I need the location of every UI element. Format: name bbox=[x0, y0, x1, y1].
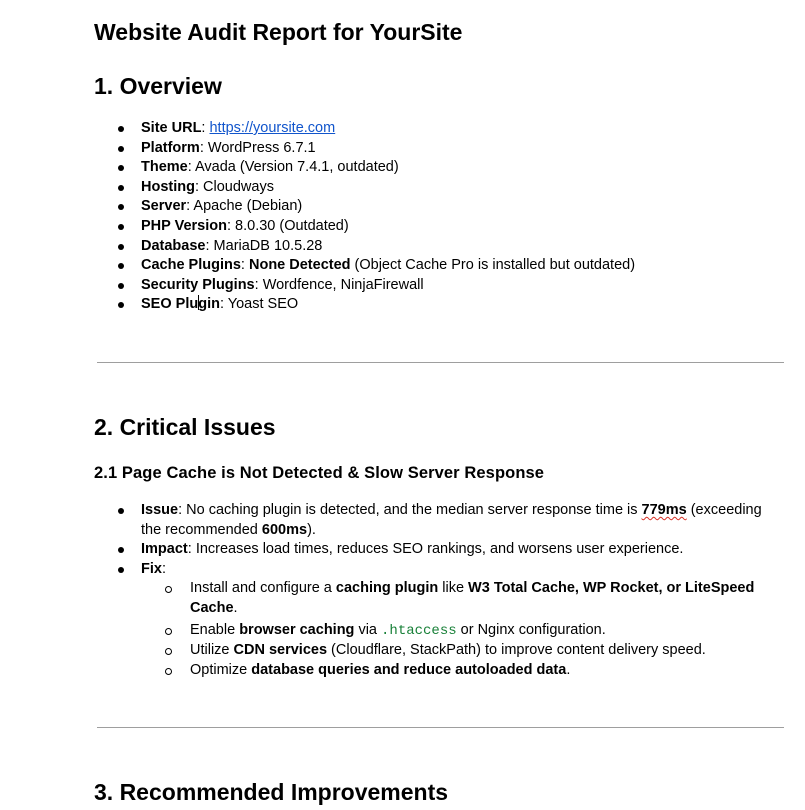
fix-bold: browser caching bbox=[239, 621, 355, 638]
item-value: (Object Cache Pro is installed but outdated) bbox=[350, 257, 636, 274]
separator: : bbox=[161, 560, 166, 577]
separator: : bbox=[205, 237, 214, 254]
separator: : bbox=[201, 120, 210, 136]
response-time: 779ms bbox=[641, 502, 687, 518]
horizontal-rule bbox=[97, 727, 784, 728]
item-label: PHP Version bbox=[141, 217, 227, 234]
fix-text: Optimize bbox=[190, 661, 252, 678]
code-snippet: .htaccess bbox=[381, 622, 457, 639]
item-value: Yoast SEO bbox=[227, 296, 299, 313]
item-value: MariaDB 10.5.28 bbox=[213, 237, 323, 254]
item-value: 8.0.30 (Outdated) bbox=[235, 217, 349, 234]
separator: : bbox=[187, 159, 196, 176]
fix-sublist bbox=[164, 579, 764, 680]
list-item bbox=[116, 276, 635, 296]
item-value: Apache (Debian) bbox=[193, 198, 303, 215]
list-item bbox=[116, 540, 781, 560]
separator: : bbox=[199, 139, 208, 156]
list-item bbox=[116, 295, 635, 315]
item-label: Theme bbox=[141, 159, 188, 176]
item-label: Impact bbox=[141, 541, 188, 558]
impact-text: Increases load times, reduces SEO rankings, and worsens user experience. bbox=[195, 541, 684, 558]
list-item bbox=[116, 256, 635, 276]
fix-text: (Cloudflare, StackPath) to improve content delivery speed. bbox=[327, 642, 706, 659]
item-value: WordPress 6.7.1 bbox=[207, 139, 316, 156]
item-label: Issue bbox=[141, 502, 179, 518]
site-url-link[interactable]: https://yoursite.com bbox=[209, 120, 336, 136]
issue-text: (exceeding the recommended bbox=[141, 502, 762, 538]
overview-list bbox=[116, 119, 635, 315]
item-label: Fix bbox=[141, 560, 162, 577]
list-item bbox=[116, 197, 635, 217]
overview-heading: 1. Overview bbox=[94, 73, 222, 99]
item-label: Database bbox=[141, 237, 206, 254]
separator: : bbox=[226, 217, 236, 234]
list-item bbox=[116, 560, 781, 681]
issue-text: ). bbox=[307, 521, 316, 538]
list-item bbox=[164, 579, 764, 618]
list-item bbox=[164, 621, 764, 642]
fix-bold: database queries and reduce autoloaded data bbox=[251, 661, 567, 678]
item-value: Avada (Version 7.4.1, outdated) bbox=[195, 159, 399, 176]
item-label: Platform bbox=[141, 139, 200, 156]
list-item bbox=[116, 119, 635, 139]
fix-bold: W3 Total Cache, WP Rocket, or LiteSpeed Cache bbox=[190, 580, 755, 616]
threshold-value: 600ms bbox=[261, 521, 308, 538]
fix-text: via bbox=[354, 621, 382, 638]
horizontal-rule bbox=[97, 362, 784, 363]
document-title: Website Audit Report for YourSite bbox=[94, 19, 463, 45]
list-item bbox=[116, 139, 635, 159]
fix-text: or Nginx configuration. bbox=[456, 621, 606, 638]
separator: : bbox=[219, 296, 228, 313]
separator: : bbox=[178, 502, 187, 518]
issue-text: No caching plugin is detected, and the median server response time is bbox=[186, 502, 642, 518]
page-cache-subheading: 2.1 Page Cache is Not Detected & Slow Server Response bbox=[94, 464, 545, 482]
critical-issues-heading: 2. Critical Issues bbox=[94, 414, 276, 440]
list-item bbox=[116, 501, 781, 540]
separator: : bbox=[240, 257, 249, 274]
item-value-bold: None Detected bbox=[248, 257, 351, 274]
item-label: Site URL bbox=[141, 120, 202, 136]
item-label: Server bbox=[141, 198, 187, 215]
fix-bold: caching plugin bbox=[335, 580, 439, 597]
list-item bbox=[164, 641, 764, 661]
fix-text: like bbox=[438, 580, 469, 597]
item-label: Hosting bbox=[141, 178, 195, 195]
item-label: gin bbox=[198, 296, 220, 313]
list-item bbox=[116, 217, 635, 237]
fix-bold: CDN services bbox=[233, 642, 328, 659]
critical-list bbox=[116, 501, 781, 680]
item-value: Cloudways bbox=[203, 178, 274, 195]
separator: : bbox=[194, 178, 204, 195]
item-label: Security Plugins bbox=[141, 276, 255, 293]
list-item bbox=[116, 178, 635, 198]
fix-text: Install and configure a bbox=[190, 580, 336, 597]
separator: : bbox=[187, 541, 196, 558]
list-item bbox=[164, 661, 764, 681]
fix-text: Utilize bbox=[190, 642, 234, 659]
separator: : bbox=[186, 198, 194, 215]
recommended-heading: 3. Recommended Improvements bbox=[94, 779, 449, 805]
item-label: SEO Plu bbox=[141, 296, 199, 313]
list-item bbox=[116, 158, 635, 178]
separator: : bbox=[254, 276, 263, 293]
list-item bbox=[116, 237, 635, 257]
fix-text: Enable bbox=[190, 621, 240, 638]
fix-text: . bbox=[233, 599, 238, 616]
item-value: Wordfence, NinjaFirewall bbox=[262, 276, 424, 293]
item-label: Cache Plugins bbox=[141, 257, 241, 274]
fix-text: . bbox=[566, 661, 571, 678]
